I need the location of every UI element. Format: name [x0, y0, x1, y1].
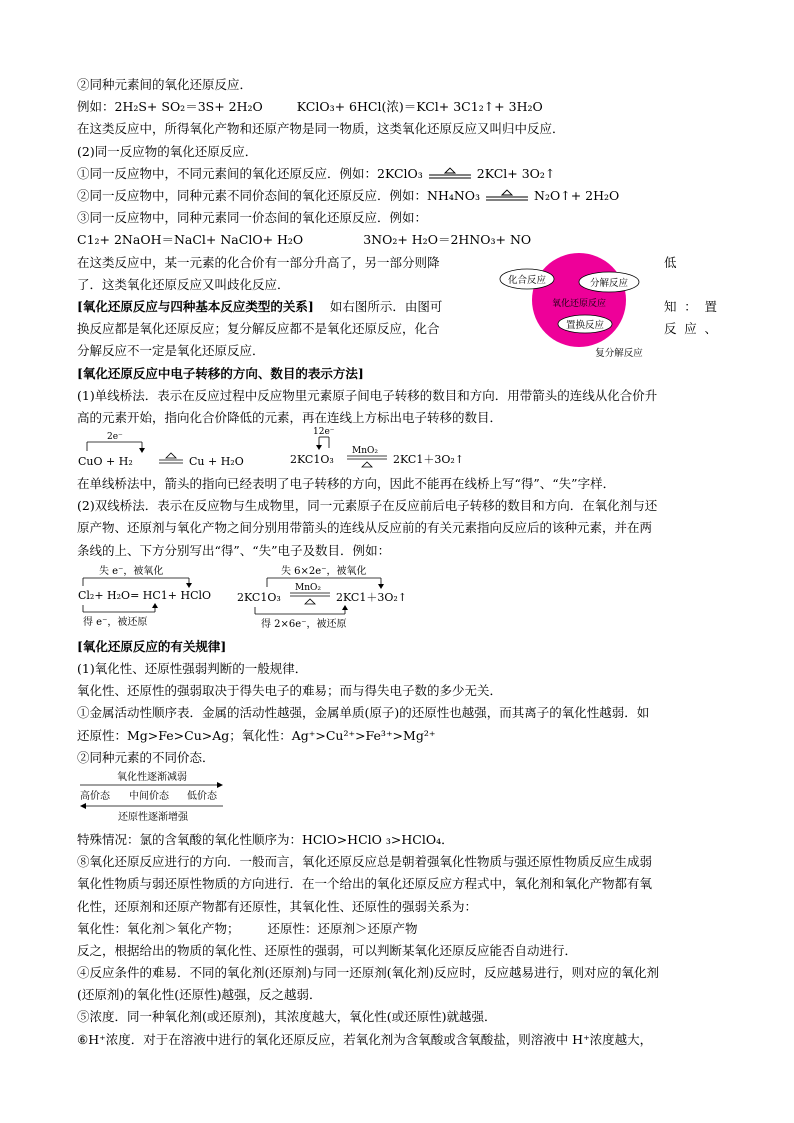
- equation-left: CuO + H₂: [78, 455, 133, 469]
- equation: 3NO₂+ H₂O＝2HNO₃+ NO: [363, 232, 532, 248]
- text-line: ⑥H⁺浓度．对于在溶液中进行的氧化还原反应，若氧化剂为含氧酸或含氧酸盐，则溶液中 H⁺浓度越大，: [77, 1031, 653, 1047]
- text-line: 还原性：Mg>Fe>Cu>Ag；氧化性：Ag⁺>Cu²⁺>Fe³⁺>Mg²⁺: [77, 727, 436, 743]
- text-line: 高的元素开始，指向化合价降低的元素，再在连线上方标出电子转移的数目．: [77, 409, 503, 425]
- catalyst-label: MnO₂: [352, 446, 378, 457]
- oxidation-label: 失 6×2e⁻，被氧化: [281, 565, 367, 577]
- text-line: ④反应条件的难易．不同的氧化剂(还原剂)与同一还原剂(氧化剂)反应时，反应越易进行，则对应的氧化剂: [77, 965, 660, 981]
- text-line: 反之，根据给出的物质的氧化性、还原性的强弱，可以判断某氧化还原反应能否自动进行．: [77, 942, 578, 958]
- decomposition-label: 分解反应: [589, 277, 629, 289]
- electron-label: 2e⁻: [107, 432, 123, 443]
- document-body: [77, 74, 717, 1051]
- reduction-label: 得 2×6e⁻，被还原: [261, 618, 347, 630]
- single-bridge-section: [77, 429, 717, 473]
- electron-label: 12e⁻: [313, 427, 335, 438]
- equation-left: ②同一反应物中，同种元素不同价态间的氧化还原反应．例如：NH₄NO₃: [77, 187, 481, 203]
- equation: KClO₃+ 6HCl(浓)＝KCl+ 3C1₂↑+ 3H₂O: [296, 99, 543, 115]
- text-line: 了．这类氧化还原反应又叫歧化反应．: [77, 276, 290, 292]
- text-line: [77, 918, 717, 940]
- high-valence-label: 高价态: [80, 790, 110, 802]
- text-line: 在这类反应中，所得氧化产物和还原产物是同一物质，这类氧化还原反应又叫归中反应．: [77, 121, 565, 137]
- valence-section: [77, 769, 717, 829]
- text-line: 反应、: [664, 320, 717, 336]
- text-line: ⑤浓度．同一种氧化剂(或还原剂)，其浓度越大，氧化性(或还原性)就越强．: [77, 1009, 497, 1025]
- text-line: 在单线桥法中，箭头的指向已经表明了电子转移的方向，因此不能再在线桥上写“得”、“失”字样．: [77, 476, 616, 492]
- text-line: (1)氧化性、还原性强弱判断的一般规律．: [77, 661, 308, 676]
- text-line: ②同种元素间的氧化还原反应．: [77, 77, 253, 92]
- text-line: ②同种元素的不同价态．: [77, 749, 215, 765]
- catalyst-label: MnO₂: [295, 582, 321, 593]
- oxidizing-trend-label: 氧化性逐渐减弱: [117, 771, 187, 783]
- section-heading: [氧化还原反应中电子转移的方向、数目的表示方法]: [77, 365, 364, 381]
- single-bridge-eq1: [77, 429, 267, 473]
- displacement-label: 置换反应: [565, 319, 605, 331]
- oxidation-label: 失 e⁻，被氧化: [99, 565, 164, 577]
- text-line: 条线的上、下方分别写出“得”、“失”电子及数目．例如：: [77, 542, 391, 558]
- text-line: (2)双线桥法．表示在反应物与生成物里，同一元素原子在反应前后电子转移的数目和方向．在氧化剂与还: [77, 498, 658, 514]
- valence-diagram: [77, 769, 237, 827]
- section-heading: [氧化还原反应的有关规律]: [77, 638, 227, 654]
- text-line: 知：置: [664, 298, 717, 314]
- text-line: 氧化性、还原性的强弱取决于得失电子的难易；而与得失电子数的多少无关．: [77, 683, 503, 699]
- low-valence-label: 低价态: [187, 790, 217, 802]
- text-line: [77, 185, 717, 207]
- text-line: 原产物、还原剂与氧化产物之间分别用带箭头的连线从反应前的有关元素指向反应后的该种元素，并在两: [77, 520, 653, 536]
- double-decomposition-label: 复分解反应: [595, 347, 643, 359]
- equation-body: Cl₂+ H₂O= HC1+ HClO: [78, 588, 212, 602]
- text-line: [77, 96, 717, 118]
- text: 氧化性：氧化剂＞氧化产物；: [77, 920, 240, 936]
- equation-left: ①同一反应物中，不同元素间的氧化还原反应．例如：2KClO₃: [77, 165, 423, 181]
- combination-label: 化合反应: [507, 274, 547, 286]
- equation-right: Cu + H₂O: [189, 455, 244, 469]
- text-line: (2)同一反应物的氧化还原反应．: [77, 143, 258, 159]
- text-line: 低: [664, 254, 677, 270]
- venn-section: [77, 252, 717, 363]
- text-line: (1)单线桥法．表示在反应过程中反应物里元素原子间电子转移的数目和方向．用带箭头的连线从化合价升: [77, 387, 658, 403]
- text: 还原性：还原剂＞还原产物: [267, 920, 418, 936]
- reduction-label: 得 e⁻，被还原: [83, 616, 148, 628]
- equation: C1₂+ 2NaOH＝NaCl+ NaClO+ H₂O: [77, 232, 304, 248]
- equation-right: 2KCl+ 3O₂↑: [476, 165, 556, 181]
- section-heading: [氧化还原反应与四种基本反应类型的关系]: [77, 298, 314, 314]
- redox-label: 氧化还原反应: [551, 298, 607, 309]
- text-line: 氧化性物质与弱还原性物质的方向进行．在一个给出的氧化还原反应方程式中，氧化剂和氧化产物都有氧: [77, 876, 653, 892]
- text-line: 特殊情况：氯的含氧酸的氧化性顺序为：HClO>HClO ₃>HClO₄．: [77, 831, 454, 847]
- double-bridge-eq1: [77, 564, 227, 630]
- reducing-trend-label: 还原性逐渐增强: [118, 811, 188, 823]
- text-line: ③同一反应物中，同种元素同一价态间的氧化还原反应．例如：: [77, 210, 428, 226]
- single-bridge-eq2: [289, 423, 519, 473]
- heat-equals-sign: [427, 167, 473, 181]
- heat-equals-sign: [484, 189, 530, 203]
- equation-left: 2KC1O₃: [290, 453, 334, 467]
- venn-diagram: [497, 250, 657, 362]
- equation-right: N₂O↑+ 2H₂O: [534, 187, 620, 203]
- text-line: 在这类反应中，某一元素的化合价有一部分升高了，另一部分则降: [77, 254, 440, 270]
- text-line: 分解反应不一定是氧化还原反应．: [77, 342, 265, 358]
- text-line: 换反应都是氧化还原反应；复分解反应都不是氧化还原反应，化合: [77, 320, 440, 336]
- middle-valence-label: 中间价态: [129, 790, 169, 802]
- text-line: [77, 163, 717, 185]
- text-line: ①金属活动性顺序表．金属的活动性越强，金属单质(原子)的还原性也越强，而其离子的氧化性越弱．如: [77, 705, 650, 721]
- text-line: [77, 296, 442, 318]
- equation: 例如：2H₂S+ SO₂＝3S+ 2H₂O: [77, 99, 263, 115]
- text-line: [77, 229, 717, 251]
- text: 如右图所示．由图可: [329, 298, 443, 314]
- double-bridge-section: [77, 562, 717, 636]
- equation-left: 2KC1O₃: [237, 590, 281, 604]
- text-line: 化性，还原剂和还原产物都有还原性，其氧化性、还原性的强弱关系为：: [77, 898, 478, 914]
- text-line: ⑧氧化还原反应进行的方向．一般而言，氧化还原反应总是朝着强氧化性物质与强还原性物质反应生成弱: [77, 854, 653, 870]
- text-line: (还原剂)的氧化性(还原性)越强，反之越弱．: [77, 987, 322, 1003]
- equation-right: 2KC1＋3O₂↑: [336, 590, 407, 604]
- equation-right: 2KC1＋3O₂↑: [393, 453, 464, 467]
- double-bridge-eq2: [235, 564, 455, 632]
